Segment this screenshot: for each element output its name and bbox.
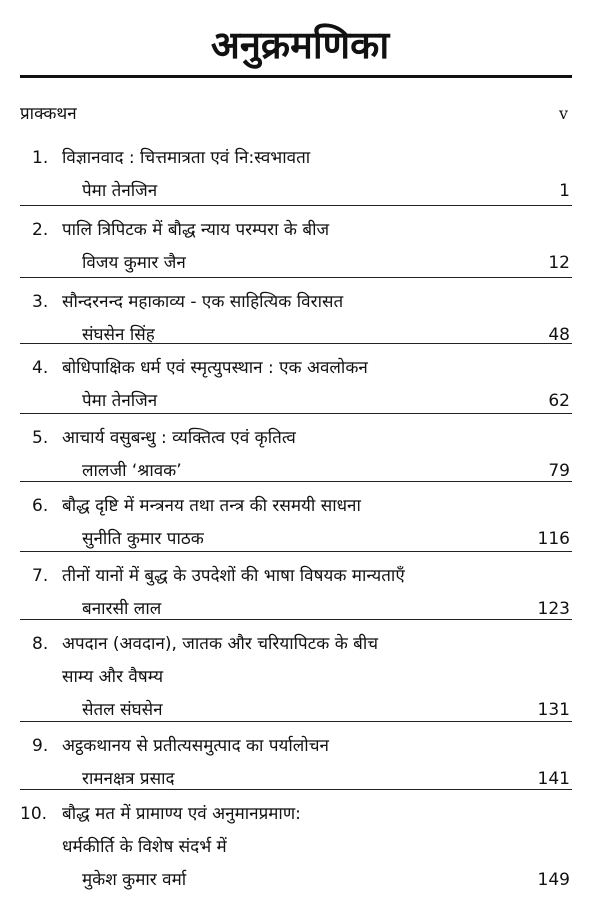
entry-title: सौन्दरनन्द महाकाव्य - एक साहित्यिक विरासत — [62, 292, 344, 312]
entry-number: 8. — [32, 634, 49, 654]
preface-label: प्राक्कथन — [20, 104, 77, 124]
entry-title: विज्ञानवाद : चित्तमात्रता एवं नि:स्वभावता — [62, 148, 311, 168]
entry-author: विजय कुमार जैन — [82, 253, 186, 273]
entry-title: बौद्ध दृष्टि में मन्त्रनय तथा तन्त्र की रसमयी साधना — [62, 496, 361, 516]
entry-page-number: 141 — [537, 769, 570, 789]
entry-number: 6. — [32, 496, 49, 516]
entry-author: पेमा तेनजिन — [82, 391, 158, 411]
entry-divider — [20, 551, 572, 552]
entry-page-number: 149 — [537, 870, 570, 890]
entry-title: तीनों यानों में बुद्ध के उपदेशों की भाषा विषयक मान्यताएँ — [62, 566, 405, 586]
entry-divider — [20, 619, 572, 620]
entry-divider — [20, 343, 572, 344]
entry-author: रामनक्षत्र प्रसाद — [82, 769, 175, 789]
entry-author: पेमा तेनजिन — [82, 181, 158, 201]
entry-page-number: 1 — [559, 181, 570, 201]
entry-title: अपदान (अवदान), जातक और चरियापिटक के बीच — [62, 634, 379, 654]
entry-title: बौद्ध मत में प्रामाण्य एवं अनुमानप्रमाण: — [62, 804, 301, 824]
page-title: अनुक्रमणिका — [210, 23, 390, 67]
entry-page-number: 116 — [537, 529, 570, 549]
entry-author: सुनीति कुमार पाठक — [82, 529, 204, 549]
entry-author: संघसेन सिंह — [82, 325, 155, 345]
entry-divider — [20, 721, 572, 722]
entry-author: मुकेश कुमार वर्मा — [82, 870, 187, 890]
preface-page-number: v — [558, 104, 568, 123]
entry-number: 5. — [32, 428, 49, 448]
entry-divider — [20, 413, 572, 414]
entry-page-number: 12 — [548, 253, 570, 273]
entry-page-number: 62 — [548, 391, 570, 411]
entry-number: 2. — [32, 220, 49, 240]
entry-title: आचार्य वसुबन्धु : व्यक्तित्व एवं कृतित्व — [62, 428, 296, 448]
entry-divider — [20, 205, 572, 206]
entry-number: 9. — [32, 736, 49, 756]
entry-title: पालि त्रिपिटक में बौद्ध न्याय परम्परा के बीज — [62, 220, 330, 240]
entry-page-number: 48 — [548, 325, 570, 345]
entry-author: सेतल संघसेन — [82, 700, 163, 720]
entry-title: अट्ठकथानय से प्रतीत्यसमुत्पाद का पर्यालोचन — [62, 736, 329, 756]
entry-title: धर्मकीर्ति के विशेष संदर्भ में — [62, 837, 227, 857]
entry-title: बोधिपाक्षिक धर्म एवं स्मृत्युपस्थान : एक अवलोकन — [62, 358, 368, 378]
entry-number: 1. — [32, 148, 49, 168]
entry-page-number: 79 — [548, 461, 570, 481]
entry-divider — [20, 481, 572, 482]
entry-number: 7. — [32, 566, 49, 586]
entry-page-number: 123 — [537, 599, 570, 619]
entry-divider — [20, 789, 572, 790]
entry-number: 10. — [20, 804, 48, 824]
entry-author: लालजी ‘श्रावक’ — [82, 461, 182, 481]
entry-divider — [20, 277, 572, 278]
entry-number: 4. — [32, 358, 49, 378]
entry-author: बनारसी लाल — [82, 599, 162, 619]
entry-number: 3. — [32, 292, 49, 312]
entry-page-number: 131 — [537, 700, 570, 720]
entry-title: साम्य और वैषम्य — [62, 667, 164, 687]
